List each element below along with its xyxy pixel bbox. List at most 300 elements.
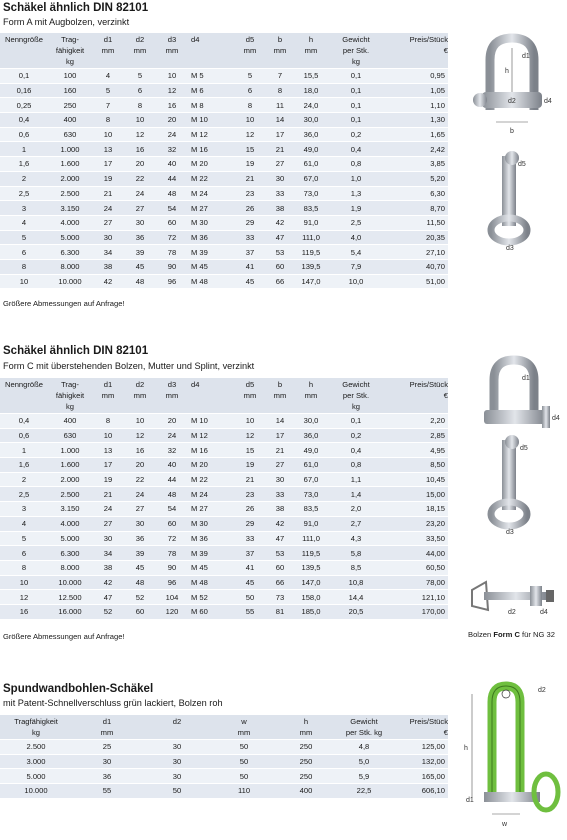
table-cell: 51,00 [384,274,448,288]
table-cell: 2.000 [48,472,92,487]
table-cell: 1 [0,142,48,157]
table-cell: 21 [92,186,124,201]
table-cell: M 16 [188,443,234,458]
table-cell: 0,4 [0,414,48,429]
table-cell: 0,4 [328,443,384,458]
table-cell: 32 [156,142,188,157]
table-cell: 13 [92,142,124,157]
table-cell: 53 [266,546,294,561]
table-cell: 14 [266,113,294,128]
table-cell: 20,35 [384,230,448,245]
table-cell: 10 [0,274,48,288]
table-cell: 1,05 [384,83,448,98]
column-header: d2 [172,717,182,726]
table-cell: 78,00 [384,575,448,590]
table-cell: 90 [156,560,188,575]
table-cell: 36,0 [294,127,328,142]
table-cell: 3 [0,502,48,517]
table-cell: M 48 [188,274,234,288]
table-cell: 17 [266,127,294,142]
table-cell: 37 [234,245,266,260]
table-cell: 39 [124,546,156,561]
table-cell: 60 [124,604,156,618]
table-cell: 8.000 [48,560,92,575]
table-cell: 4 [0,215,48,230]
column-header: d2 mm [133,35,147,55]
table-row [0,604,448,618]
table-cell: 11,50 [384,215,448,230]
table-header-row [0,33,448,69]
table-cell: 7,9 [328,259,384,274]
table-cell: 2,5 [0,487,48,502]
column-header: d4 [191,35,200,44]
table-cell: 83,5 [294,201,328,216]
table-cell: 8,5 [328,560,384,575]
table-cell: 45 [234,575,266,590]
table-cell: 20 [124,157,156,172]
table-cell: 630 [48,127,92,142]
label-b: b [510,128,514,135]
column-header: Preis/Stück € [409,380,448,400]
table-cell: 2.000 [48,171,92,186]
table-cell: 110 [212,784,276,798]
column-header: h mm [304,380,318,400]
table-row [0,590,448,605]
table-cell: 24 [156,127,188,142]
table-cell: 16 [124,142,156,157]
table-cell: 5.000 [0,769,72,784]
table-row [0,546,448,561]
table-cell: 2.500 [48,186,92,201]
table-cell: 18,0 [294,83,328,98]
table-cell: 33 [266,186,294,201]
table-cell: 60 [156,516,188,531]
table-cell: 4,0 [328,230,384,245]
shackle-form-a-side-diagram [482,148,552,258]
table-cell: 45 [234,274,266,288]
table-row [0,531,448,546]
table-cell: M 27 [188,502,234,517]
table-cell: 6 [124,83,156,98]
table-cell: 30 [72,754,142,769]
table-cell: 44 [156,472,188,487]
table-cell: M 12 [188,127,234,142]
table-cell: 23,20 [384,516,448,531]
table-cell: 12 [124,428,156,443]
table-cell: M 16 [188,142,234,157]
table-cell: 30,0 [294,113,328,128]
table-cell: 22 [124,171,156,186]
label-d4: d4 [540,609,548,616]
table-cell: 4 [92,69,124,84]
table-cell: M 36 [188,230,234,245]
table-cell: 1,9 [328,201,384,216]
table-cell: 21 [234,472,266,487]
table-cell: 15,5 [294,69,328,84]
table-cell: 8 [92,113,124,128]
table-cell: 52 [92,604,124,618]
table-cell: 39 [124,245,156,260]
table-cell: 1.000 [48,443,92,458]
table-cell: 2,85 [384,428,448,443]
table-cell: 16 [124,443,156,458]
section2-subtitle: Form C mit überstehenden Bolzen, Mutter und Splint, verzinkt [3,361,255,371]
table-cell: 111,0 [294,531,328,546]
table-cell: M 48 [188,575,234,590]
table-cell: 6 [0,546,48,561]
table-cell: 30 [266,472,294,487]
table-cell: 0,95 [384,69,448,84]
table-cell: 21 [234,171,266,186]
table-row [0,428,448,443]
table-cell: 1,1 [328,472,384,487]
column-header: Gewicht per Stk. kg [342,380,370,411]
table-cell: 48 [124,575,156,590]
table-cell: 10.000 [48,274,92,288]
table-row [0,740,448,755]
table-cell: 1,6 [0,458,48,473]
table-cell: 10 [0,575,48,590]
section1-note: Größere Abmessungen auf Anfrage! [3,299,125,308]
table-cell: 24 [124,487,156,502]
table-row [0,186,448,201]
table-cell: 3.000 [0,754,72,769]
table-row [0,575,448,590]
table-cell: 42 [92,575,124,590]
table-cell: 139,5 [294,259,328,274]
table-cell: 185,0 [294,604,328,618]
table-cell: 40 [156,157,188,172]
table-cell: 16 [0,604,48,618]
table-cell: 61,0 [294,157,328,172]
table-cell: 25 [72,740,142,755]
table-cell: 3.150 [48,201,92,216]
table-cell: 26 [234,201,266,216]
table-cell: 27 [124,201,156,216]
table-cell: 24 [92,502,124,517]
table-cell: 5 [92,83,124,98]
table-cell: 20 [156,414,188,429]
table-cell: 73,0 [294,487,328,502]
table-cell: 19 [92,171,124,186]
section1-title: Schäkel ähnlich DIN 82101 [3,2,149,14]
section1-table [0,33,448,288]
table-row [0,274,448,288]
table-cell: 21 [92,487,124,502]
table-cell: 55 [72,784,142,798]
table-cell: M 12 [188,428,234,443]
table-cell: 53 [266,245,294,260]
table-cell: 250 [276,740,336,755]
table-cell: 96 [156,274,188,288]
table-cell: 0,1 [328,414,384,429]
table-cell: 250 [276,769,336,784]
table-cell: 27 [92,516,124,531]
table-cell: 12 [234,428,266,443]
column-header: Nenngröße [5,35,43,44]
table-cell: 14 [266,414,294,429]
table-cell: 38 [266,502,294,517]
table-cell: 60,50 [384,560,448,575]
table-cell: 1,6 [0,157,48,172]
table-cell: 72 [156,230,188,245]
column-header: Trag- fähigkeit kg [55,35,85,66]
table-cell: 0,16 [0,83,48,98]
table-cell: 27 [266,458,294,473]
table-cell: 3.150 [48,502,92,517]
label-h: h [464,745,468,752]
table-cell: 38 [92,560,124,575]
table-cell: 49,0 [294,142,328,157]
table-cell: 400 [48,113,92,128]
table-cell: 7 [92,98,124,113]
table-cell: 66 [266,274,294,288]
label-h: h [505,68,509,75]
table-cell: 121,10 [384,590,448,605]
table-cell: 26 [234,502,266,517]
table-cell: 21 [266,443,294,458]
table-row [0,69,448,84]
table-cell: 132,00 [392,754,448,769]
section2-table [0,378,448,619]
table-cell: 5 [0,230,48,245]
table-cell: 38 [92,259,124,274]
table-cell: 119,5 [294,546,328,561]
table-row [0,472,448,487]
table-cell: 0,1 [0,69,48,84]
table-cell: 30 [92,230,124,245]
table-cell: M 39 [188,245,234,260]
bolt-form-c-diagram [466,576,564,620]
table-cell: 160 [48,83,92,98]
table-cell: 6 [234,83,266,98]
table-cell: M 45 [188,259,234,274]
table-cell: 90 [156,259,188,274]
label-d2: d2 [538,687,546,694]
table-cell: 49,0 [294,443,328,458]
table-cell: 30 [124,516,156,531]
table-cell: M 52 [188,590,234,605]
table-cell: 10 [92,127,124,142]
table-cell: 13 [92,443,124,458]
column-header: d1 mm [101,35,115,55]
column-header: d1 mm [101,380,115,400]
table-cell: 50 [212,740,276,755]
table-cell: 0,8 [328,458,384,473]
table-cell: 6 [0,245,48,260]
table-row [0,127,448,142]
table-cell: 60 [156,215,188,230]
table-cell: 5.000 [48,531,92,546]
table-cell: 52 [124,590,156,605]
table-cell: 104 [156,590,188,605]
table-row [0,502,448,517]
table-cell: 44,00 [384,546,448,561]
table-cell: 33,50 [384,531,448,546]
table-cell: M 27 [188,201,234,216]
table-cell: 47 [266,230,294,245]
table-cell: M 45 [188,560,234,575]
table-cell: 73,0 [294,186,328,201]
table-cell: 18,15 [384,502,448,517]
table-cell: 83,5 [294,502,328,517]
table-cell: 139,5 [294,560,328,575]
table-cell: 36 [124,230,156,245]
table-cell: 41 [234,259,266,274]
table-cell: 5,9 [336,769,392,784]
table-cell: 8,70 [384,201,448,216]
table-cell: 12 [0,590,48,605]
table-cell: 0,2 [328,428,384,443]
column-header: b mm [273,35,287,55]
table-cell: 400 [276,784,336,798]
table-cell: 12 [234,127,266,142]
label-d4: d4 [552,415,560,422]
table-cell: 4 [0,516,48,531]
table-cell: 0,8 [328,157,384,172]
column-header: Gewicht per Stk. kg [342,35,370,66]
column-header: Preis/Stück € [409,35,448,55]
table-cell: 30 [266,171,294,186]
table-row [0,230,448,245]
table-cell: 1.600 [48,458,92,473]
table-cell: 40,70 [384,259,448,274]
table-cell: 8 [0,259,48,274]
table-cell: 54 [156,201,188,216]
table-cell: 42 [92,274,124,288]
table-cell: 4,8 [336,740,392,755]
table-row [0,458,448,473]
column-header: Trag- fähigkeit kg [55,380,85,411]
table-cell: 30 [142,754,212,769]
table-cell: 30 [142,740,212,755]
table-cell: 250 [48,98,92,113]
table-cell: M 30 [188,516,234,531]
table-cell: 8.000 [48,259,92,274]
table-cell: M 36 [188,531,234,546]
table-row [0,516,448,531]
table-cell: 19 [92,472,124,487]
table-cell: 67,0 [294,171,328,186]
table-cell: 125,00 [392,740,448,755]
table-cell: 12 [156,83,188,98]
table-cell: 0,4 [0,113,48,128]
table-cell: 14,4 [328,590,384,605]
column-header: d5 mm [243,380,257,400]
table-row [0,443,448,458]
table-cell: 37 [234,546,266,561]
shackle-form-c-side-diagram [482,432,552,542]
table-cell: 8 [92,414,124,429]
table-cell: 1,65 [384,127,448,142]
table-cell: 10 [234,113,266,128]
table-cell: 29 [234,215,266,230]
table-cell: 96 [156,575,188,590]
table-cell: 10.000 [48,575,92,590]
table-cell: 23 [234,487,266,502]
table-row [0,414,448,429]
table-cell: 45 [124,560,156,575]
table-cell: 0,1 [328,113,384,128]
table-cell: 12.500 [48,590,92,605]
table-cell: M 22 [188,171,234,186]
table-row [0,83,448,98]
table-cell: 1,0 [328,171,384,186]
table-row [0,157,448,172]
table-cell: M 60 [188,604,234,618]
table-cell: 0,1 [328,83,384,98]
table-cell: 36 [72,769,142,784]
table-cell: 2,42 [384,142,448,157]
section1-subtitle: Form A mit Augbolzen, verzinkt [3,17,130,27]
table-cell: 42 [266,215,294,230]
table-cell: 10,0 [328,274,384,288]
table-cell: 606,10 [392,784,448,798]
table-cell: M 8 [188,98,234,113]
table-cell: 0,25 [0,98,48,113]
table-cell: 19 [234,157,266,172]
table-cell: 66 [266,575,294,590]
column-header: d2 mm [133,380,147,400]
label-d5: d5 [520,445,528,452]
table-cell: M 10 [188,414,234,429]
table-cell: 41 [234,560,266,575]
label-d3: d3 [506,529,514,536]
table-cell: 30 [142,769,212,784]
table-cell: 17 [266,428,294,443]
table-cell: 400 [48,414,92,429]
table-cell: 50 [234,590,266,605]
table-cell: 2.500 [48,487,92,502]
label-d1: d1 [522,53,530,60]
table-cell: 1.000 [48,142,92,157]
table-cell: 5,0 [336,754,392,769]
table-cell: 250 [276,754,336,769]
table-cell: 91,0 [294,516,328,531]
table-cell: 5 [234,69,266,84]
table-cell: 30 [92,531,124,546]
table-cell: M 24 [188,186,234,201]
table-cell: 1,30 [384,113,448,128]
table-cell: 30 [124,215,156,230]
table-cell: 50 [142,784,212,798]
table-cell: 5,4 [328,245,384,260]
table-cell: 119,5 [294,245,328,260]
table-cell: 3,85 [384,157,448,172]
table-cell: 30,0 [294,414,328,429]
table-cell: 34 [92,245,124,260]
column-header: d5 mm [243,35,257,55]
column-header: d4 [191,380,200,389]
table-cell: 16 [156,98,188,113]
label-d2: d2 [508,609,516,616]
table-cell: 40 [156,458,188,473]
table-cell: 6.300 [48,546,92,561]
table-cell: 10.000 [0,784,72,798]
column-header: d1 mm [100,717,114,737]
table-cell: 10 [92,428,124,443]
table-cell: M 5 [188,69,234,84]
shackle-form-a-front-diagram [472,30,562,140]
table-cell: 2 [0,171,48,186]
table-cell: 73 [266,590,294,605]
table-cell: 1.600 [48,157,92,172]
column-header: b mm [273,380,287,400]
table-cell: 21 [266,142,294,157]
column-header: Preis/Stück € [409,717,448,737]
table-cell: 147,0 [294,575,328,590]
table-cell: 8 [234,98,266,113]
